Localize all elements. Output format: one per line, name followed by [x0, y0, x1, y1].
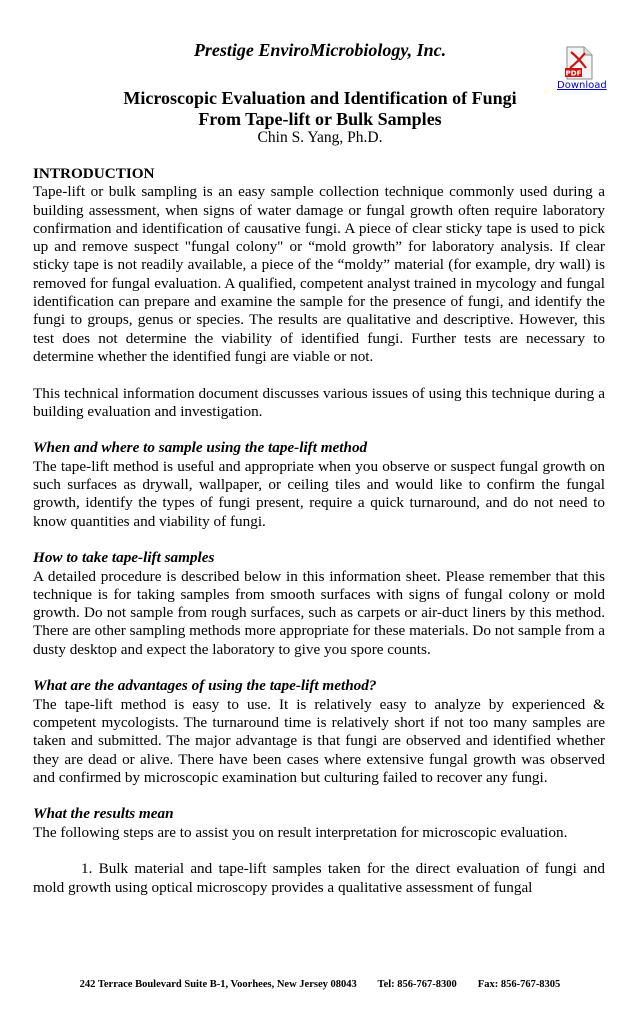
intro-paragraph-1: Tape-lift or bulk sampling is an easy sample collection technique commonly used during a building assessment, when signs of water damage or fungal growth often require laboratory confirmation and identification of causative fungi. A piece of clear sticky tape is used to pick up and remove suspect "fungal colony" or “mold growth” for laboratory analysis. If clear sticky tape is not readily available, a piece of the “moldy” material (for example, dry wall) is removed for fungal evaluation. A qualified, competent analyst trained in mycology and fungal identification can prepare and examine the sample for the presence of fungi, and identify the fungi to groups, genus or species. The results are qualitative and descriptive. However, this test does not determine the viability of identified fungi. Further tests are necessary to determine whether the identified fungi are viable or not.: [33, 183, 605, 365]
when-paragraph: The tape-lift method is useful and appropriate when you observe or suspect fungal growth on such surfaces as drywall, wallpaper, or ceiling tiles and would like to confirm the fungal growth, identify the types of fungi present, require a quick turnaround, and do not need to know quantities and viability of fungi.: [33, 457, 605, 530]
results-paragraph: The following steps are to assist you on result interpretation for microscopic evaluation.: [33, 823, 568, 841]
footer-fax: Fax: 856-767-8305: [477, 979, 561, 990]
section-heading-advantages: What are the advantages of using the tape-lift method?: [33, 677, 377, 695]
pdf-badge-text: PDF: [565, 69, 582, 78]
document-title: [0, 88, 640, 130]
section-heading-introduction: INTRODUCTION: [33, 165, 155, 182]
section-heading-results: What the results mean: [33, 805, 174, 823]
intro-paragraph-2: This technical information document discusses various issues of using this technique during a building evaluation and investigation.: [33, 384, 605, 420]
pdf-file-icon: [564, 46, 594, 80]
results-item-1: 1. Bulk material and tape-lift samples taken for the direct evaluation of fungi and mold growth using optical microscopy provides a qualitative assessment of fungal: [33, 860, 605, 896]
pdf-download-link[interactable]: [557, 46, 607, 91]
title-line-1: Microscopic Evaluation and Identification of Fungi: [123, 88, 517, 108]
advantages-paragraph: The tape-lift method is easy to use. It is relatively easy to analyze by experienced & competent mycologists. The turnaround time is relatively short if not too many samples are taken and submitted. The major advantage is that fungi are observed and identified whether they are dead or alive. There have been cases where extensive fungal growth was observed and confirmed by microscopic examination but culturing failed to recover any fungi.: [33, 695, 605, 786]
document-body: [33, 165, 605, 897]
title-line-2: From Tape-lift or Bulk Samples: [198, 109, 442, 129]
footer-address: 242 Terrace Boulevard Suite B-1, Voorhees, New Jersey 08043: [79, 979, 357, 990]
section-heading-how: How to take tape-lift samples: [33, 549, 215, 567]
author-line: Chin S. Yang, Ph.D.: [257, 129, 383, 146]
how-paragraph: A detailed procedure is described below in this information sheet. Please remember that this technique is for taking samples from smooth surfaces with signs of fungal colony or mold growth. Do not sample from rough surfaces, such as carpets or air-duct liners by this method. There are other sampling methods more appropriate for these materials. Do not sample from a dusty desktop and expect the laboratory to give you spore counts.: [33, 567, 605, 658]
section-heading-when: When and where to sample using the tape-lift method: [33, 439, 368, 457]
company-name: Prestige EnviroMicrobiology, Inc.: [193, 40, 447, 60]
footer-telephone: Tel: 856-767-8300: [377, 979, 457, 990]
page-footer: [0, 979, 640, 990]
download-label[interactable]: Download: [557, 80, 607, 91]
